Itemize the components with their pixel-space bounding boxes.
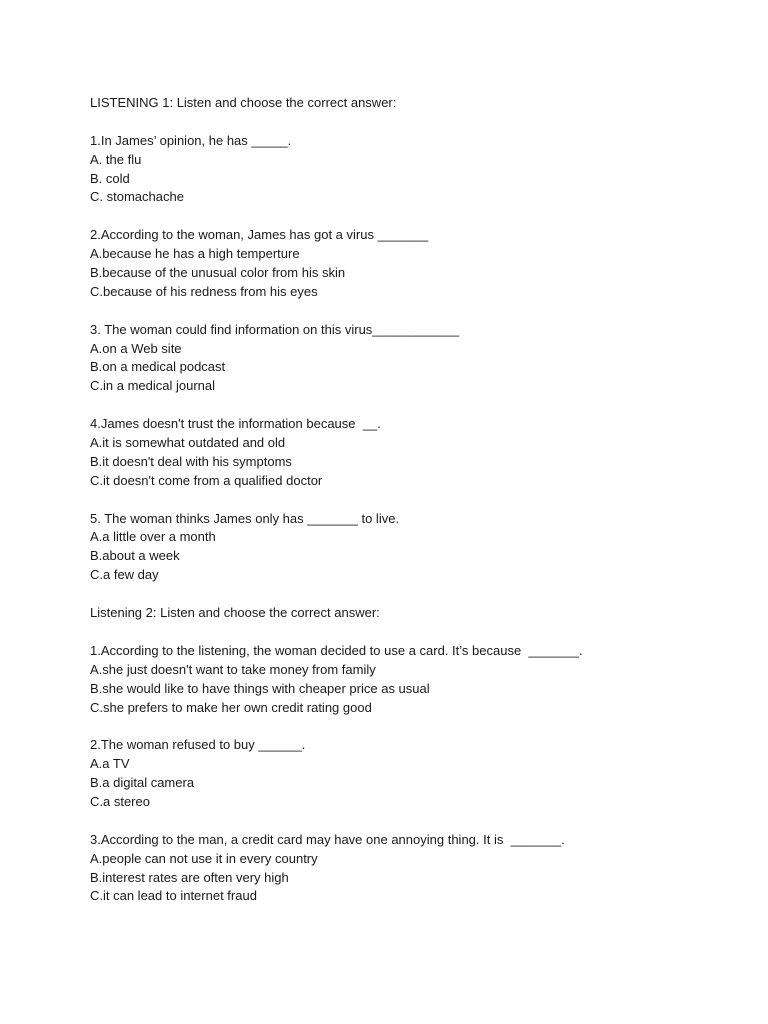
option-text: A. the flu: [90, 151, 142, 167]
option-text: A.because he has a high temperture: [90, 246, 300, 262]
option-text: B.about a week: [90, 548, 180, 564]
section-title: Listening 2: Listen and choose the correct answer:: [90, 605, 380, 621]
option-text: B.on a medical podcast: [90, 359, 226, 375]
option-text: B.interest rates are often very high: [90, 869, 289, 885]
option-text: B.she would like to have things with cheaper price as usual: [90, 680, 430, 696]
option-text: A.it is somewhat outdated and old: [90, 435, 286, 451]
question-text: 2.The woman refused to buy ______.: [90, 737, 306, 753]
option-text: A.a little over a month: [90, 529, 216, 545]
option-text: C.because of his redness from his eyes: [90, 283, 318, 299]
option-text: C.a stereo: [90, 793, 150, 809]
spacer: [90, 623, 730, 642]
option-text: A.on a Web site: [90, 340, 182, 356]
question-text: 1.According to the listening, the woman decided to use a card. It’s because _______.: [90, 642, 583, 658]
spacer: [90, 491, 730, 510]
spacer: [90, 717, 730, 736]
option-text: C.she prefers to make her own credit rating good: [90, 699, 372, 715]
option-text: A.a TV: [90, 756, 130, 772]
spacer: [90, 585, 730, 604]
option-text: C.a few day: [90, 567, 159, 583]
option-text: C. stomachache: [90, 189, 184, 205]
spacer: [90, 207, 730, 226]
option-text: B.it doesn't deal with his symptoms: [90, 453, 292, 469]
option-text: C.in a medical journal: [90, 378, 216, 394]
question-text: 3. The woman could find information on this virus____________: [90, 321, 460, 337]
spacer: [90, 812, 730, 831]
question-text: 1.In James’ opinion, he has _____.: [90, 132, 292, 148]
spacer: [90, 396, 730, 415]
option-text: B. cold: [90, 170, 130, 186]
question-text: 3.According to the man, a credit card may have one annoying thing. It is _______.: [90, 831, 565, 847]
option-text: C.it doesn't come from a qualified doctor: [90, 472, 323, 488]
question-text: 4.James doesn't trust the information because __.: [90, 416, 381, 432]
option-text: A.people can not use it in every country: [90, 850, 318, 866]
document-content: [90, 94, 730, 906]
spacer: [90, 302, 730, 321]
option-text: C.it can lead to internet fraud: [90, 888, 257, 904]
question-text: 2.According to the woman, James has got a virus _______: [90, 227, 429, 243]
option-text: B.because of the unusual color from his skin: [90, 265, 346, 281]
option-text: A.she just doesn't want to take money from family: [90, 661, 376, 677]
spacer: [90, 113, 730, 132]
option-text: B.a digital camera: [90, 775, 195, 791]
section-title: LISTENING 1: Listen and choose the correct answer:: [90, 95, 397, 110]
question-text: 5. The woman thinks James only has _______ to live.: [90, 510, 400, 526]
